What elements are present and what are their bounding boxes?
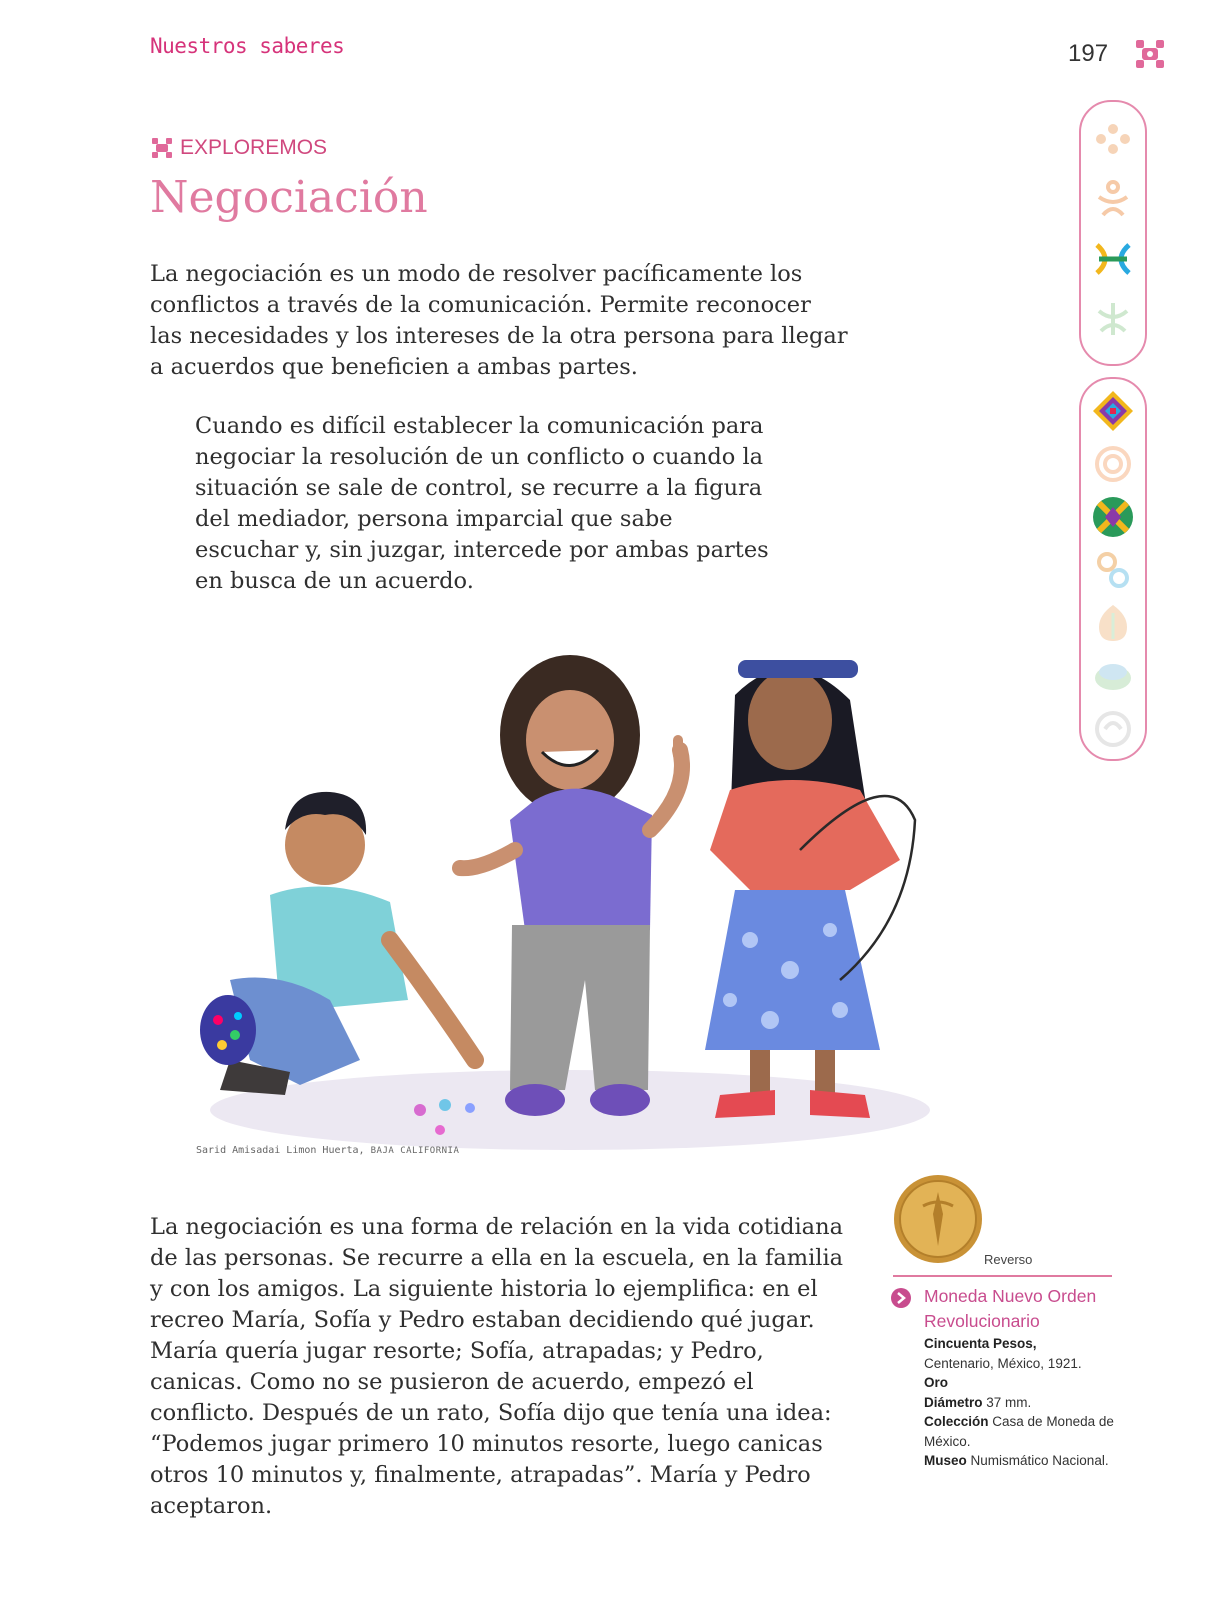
coin-museum-value: Numismático Nacional.: [970, 1453, 1109, 1468]
headband-girl-figure: [705, 660, 915, 1118]
coin-details: [924, 1334, 1124, 1471]
glyph-ornament-icon: [1132, 36, 1168, 72]
story-paragraph: La negociación es una forma de relación en la vida cotidiana de las personas. Se recurre a ella en la escuela, en la familia y con los amigos. La siguiente historia lo ejemplifica: en el recreo María, Sofía y Pedro estaban decidiendo qué jugar. María quería jugar resorte; Sofía, atrapadas; y Pedro, canicas. Como no se pusieron de acuerdo, empezó el conflicto. Después de un rato, Sofía dijo que tenía una idea: “Podemos jugar primero 10 minutos resorte, luego canicas otros 10 minutos y, finalmente, atrapadas”. María y Pedro aceptaron.: [150, 1214, 844, 1519]
coin-diameter-label: Diámetro: [924, 1394, 983, 1410]
axis-icon-1-active: [1091, 389, 1135, 433]
page-title: Negociación: [150, 172, 428, 223]
children-illustration: [190, 640, 950, 1170]
coin-collection-value: Casa de Moneda de México.: [924, 1414, 1114, 1449]
glyph-ornament-icon: [150, 136, 174, 160]
axis-icon-2: [1091, 442, 1135, 486]
illustration-credit: [196, 1145, 459, 1156]
field-icon-3-active: [1091, 237, 1135, 281]
gold-coin-image: [893, 1174, 983, 1264]
section-label: Nuestros saberes: [150, 34, 345, 58]
coin-divider: [893, 1275, 1112, 1277]
credit-name: Sarid Amisadai Limon Huerta,: [196, 1145, 365, 1156]
axis-icon-4: [1091, 548, 1135, 592]
field-icon-1: [1091, 117, 1135, 161]
credit-place: BAJA CALIFORNIA: [370, 1146, 460, 1156]
mediator-paragraph: Cuando es difícil establecer la comunicación para negociar la resolución de un conflicto o cuando la situación se sale de control, se recurre a la figura del mediador, persona imparcial que sabe escuchar y, sin juzgar, intercede por ambas partes en busca de un acuerdo.: [195, 413, 769, 594]
coin-museum-label: Museo: [924, 1453, 967, 1468]
field-icon-4: [1091, 297, 1135, 341]
coin-diameter-value: 37 mm.: [986, 1394, 1032, 1410]
coin-place-date: Centenario, México, 1921.: [924, 1355, 1082, 1371]
coin-material: Oro: [924, 1375, 949, 1390]
curly-hair-girl-figure: [460, 655, 683, 1116]
coin-side-label: Reverso: [984, 1252, 1033, 1267]
coin-name: Cincuenta Pesos,: [924, 1336, 1037, 1351]
intro-paragraph: La negociación es un modo de resolver pacíficamente los conflictos a través de la comunicación. Permite reconocer las necesidades y los intereses de la otra persona para llegar a acuerdos que beneficien a ambas partes.: [150, 261, 848, 380]
field-icon-2: [1091, 177, 1135, 221]
fields-sidebar: [1079, 100, 1147, 366]
kicker-label: EXPLOREMOS: [180, 136, 328, 159]
section-kicker: [150, 136, 327, 160]
coin-title: Moneda Nuevo Orden Revolucionario: [924, 1286, 1097, 1331]
coin-collection-label: Colección: [924, 1414, 989, 1429]
chevron-right-icon: [890, 1287, 912, 1309]
axes-sidebar: [1079, 377, 1147, 761]
axis-icon-3-active: [1091, 495, 1135, 539]
axis-icon-7: [1091, 707, 1135, 751]
axis-icon-6: [1091, 654, 1135, 698]
axis-icon-5: [1091, 601, 1135, 645]
page-number: 197: [1068, 40, 1109, 67]
